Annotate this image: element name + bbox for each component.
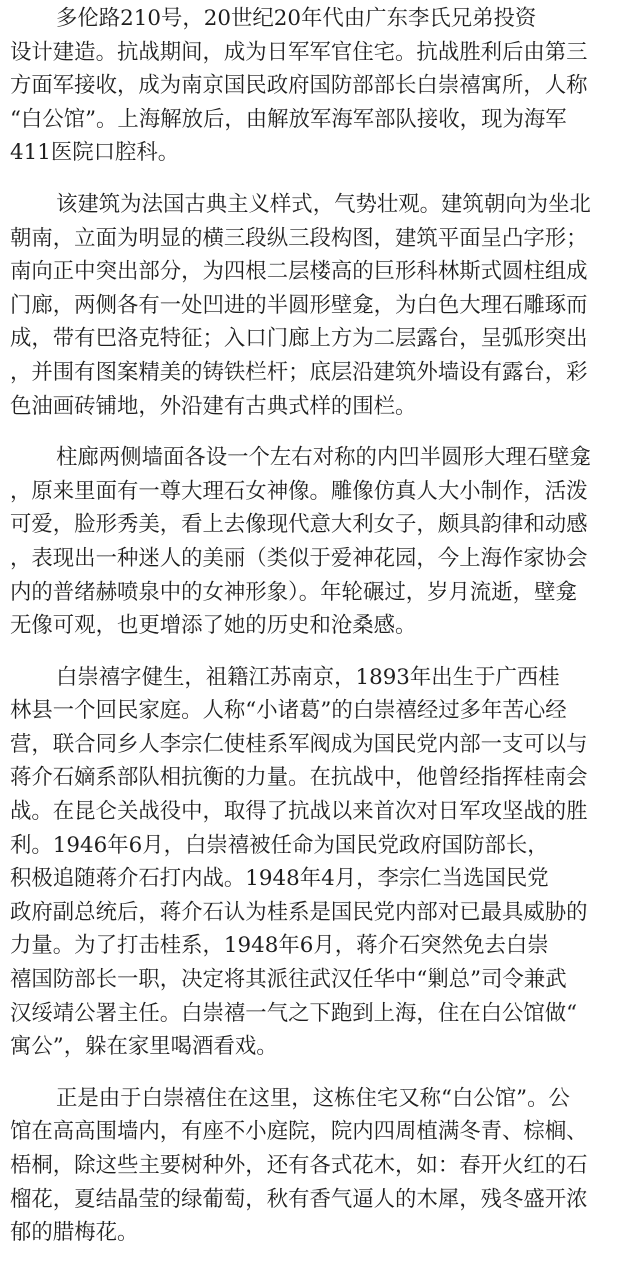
paragraph	[10, 2, 632, 170]
text-line: 利。1946年6月，白崇禧被任命为国民党政府国防部长，	[10, 832, 549, 858]
text-line: 榴花，夏结晶莹的绿葡萄，秋有香气逼人的木犀，残冬盛开浓	[10, 1186, 588, 1212]
text-line: ，并围有图案精美的铸铁栏杆；底层沿建筑外墙设有露台，彩	[10, 359, 588, 385]
text-line: 可爱，脸形秀美，看上去像现代意大利女子，颇具韵律和动感	[10, 512, 588, 538]
text-line: ，原来里面有一尊大理石女神像。雕像仿真人大小制作，活泼	[10, 478, 588, 504]
text-line: 正是由于白崇禧住在这里，这栋住宅又称“白公馆”。公	[56, 1085, 570, 1111]
text-line: 门廊，两侧各有一处凹进的半圆形壁龛，为白色大理石雕琢而	[10, 292, 588, 318]
text-line: 该建筑为法国古典主义样式，气势壮观。建筑朝向为坐北	[56, 191, 591, 217]
text-line: 多伦路210号，20世纪20年代由广东李氏兄弟投资	[56, 6, 537, 31]
text-line: 汉绥靖公署主任。白崇禧一气之下跑到上海，住在白公馆做“	[10, 1000, 578, 1026]
text-line: 林县一个回民家庭。人称“小诸葛”的白崇禧经过多年苦心经	[10, 698, 567, 724]
text-line: 南向正中突出部分，为四根二层楼高的巨形科林斯式圆柱组成	[10, 259, 588, 285]
paragraph	[10, 1082, 632, 1250]
paragraph	[10, 188, 632, 423]
text-line: 积极追随蒋介石打内战。1948年4月，李宗仁当选国民党	[10, 866, 549, 892]
paragraph	[10, 441, 632, 643]
text-line: 寓公”，躲在家里喝酒看戏。	[10, 1034, 278, 1060]
paragraph	[10, 661, 632, 1064]
text-line: 梧桐，除这些主要树种外，还有各式花木，如：春开火红的石	[10, 1153, 588, 1178]
text-line: 白崇禧字健生，祖籍江苏南京，1893年出生于广西桂	[56, 664, 560, 690]
text-line: 411医院口腔科。	[10, 140, 180, 166]
text-line: 政府副总统后，蒋介石认为桂系是国民党内部对已最具威胁的	[10, 899, 588, 925]
text-line: 蒋介石嫡系部队相抗衡的力量。在抗战中，他曾经指挥桂南会	[10, 765, 588, 791]
text-line: 方面军接收，成为南京国民政府国防部部长白崇禧寓所，人称	[10, 73, 588, 99]
text-line: 成，带有巴洛克特征；入口门廊上方为二层露台，呈弧形突出	[10, 326, 588, 352]
text-line: 内的普绪赫喷泉中的女神形象）。年轮碾过，岁月流逝，壁龛	[10, 579, 577, 605]
text-line: “白公馆”。上海解放后，由解放军海军部队接收，现为海军	[10, 106, 567, 132]
text-line: 禧国防部长一职，决定将其派往武汉任华中“剿总”司令兼武	[10, 967, 567, 993]
text-line: 战。在昆仑关战役中，取得了抗战以来首次对日军攻坚战的胜	[10, 799, 588, 825]
text-line: 郁的腊梅花。	[10, 1220, 139, 1246]
text-line: 馆在高高围墙内，有座不小庭院，院内四周植满冬青、棕榈、	[10, 1119, 588, 1145]
text-line: 色油画砖铺地，外沿建有古典式样的围栏。	[10, 393, 417, 419]
text-line: ，表现出一种迷人的美丽（类似于爱神花园，今上海作家协会	[10, 545, 588, 571]
text-line: 无像可观，也更增添了她的历史和沧桑感。	[10, 613, 417, 639]
text-line: 柱廊两侧墙面各设一个左右对称的内凹半圆形大理石壁龛	[56, 445, 591, 471]
text-line: 力量。为了打击桂系，1948年6月，蒋介石突然免去白崇	[10, 933, 549, 959]
text-line: 营，联合同乡人李宗仁使桂系军阀成为国民党内部一支可以与	[10, 731, 588, 757]
text-line: 朝南，立面为明显的横三段纵三段构图，建筑平面呈凸字形；	[10, 225, 588, 251]
text-line: 设计建造。抗战期间，成为日军军官住宅。抗战胜利后由第三	[10, 39, 588, 65]
